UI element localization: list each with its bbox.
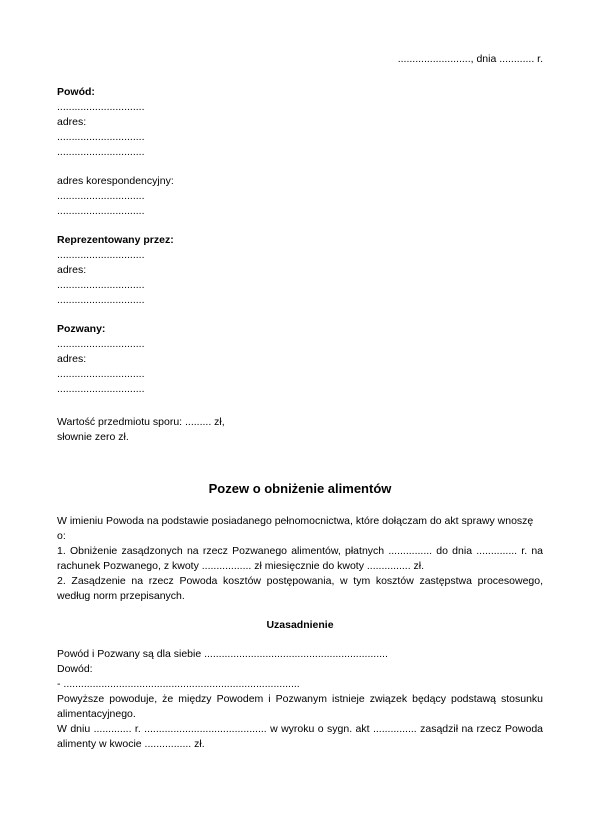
document-title: Pozew o obniżenie alimentów [208,481,392,496]
petition-section [57,514,543,604]
spacer [57,219,543,233]
dispute-value-line-2: słownie zero zł. [57,431,129,443]
date-line: ........................., dnia ............ r. [397,53,543,65]
correspondence-address-line-1: .............................. [57,190,145,202]
representative-label: Reprezentowany przez: [57,234,174,246]
representative-name-line: .............................. [57,249,145,261]
plaintiff-name-line: .............................. [57,101,145,113]
evidence-label: Dowód: [57,663,93,675]
justification-section [57,647,543,752]
representative-address-label: adres: [57,264,87,276]
defendant-name-line: .............................. [57,338,145,350]
spacer [57,445,543,480]
spacer [57,604,543,618]
representative-address-line-2: .............................. [57,294,145,306]
correspondence-address-line-2: .............................. [57,205,145,217]
dispute-value-line-1: Wartość przedmiotu sporu: ......... zł, [57,416,225,428]
representative-section [57,233,543,308]
petition-item-1: 1. Obniżenie zasądzonych na rzecz Pozwanego alimentów, płatnych ............... do dnia .............. r. na rachunek Pozwanego, z kwoty ................. zł miesięcznie do kwoty ............... zł. [57,545,543,572]
defendant-address-label: adres: [57,353,87,365]
spacer [57,67,543,85]
defendant-label: Pozwany: [57,323,106,335]
relationship-line: Powód i Pozwany są dla siebie ............................................................... [57,648,388,660]
defendant-address-line-1: .............................. [57,368,145,380]
justification-heading: Uzasadnienie [266,619,334,631]
plaintiff-address-line-2: .............................. [57,146,145,158]
defendant-address-line-2: .............................. [57,383,145,395]
petition-intro: W imieniu Powoda na podstawie posiadanego pełnomocnictwa, które dołączam do akt sprawy wnoszę o: [57,515,534,542]
spacer [57,397,543,415]
correspondence-address-label: adres korespondencyjny: [57,175,174,187]
justification-paragraph-2: W dniu ............. r. .......................................... w wyroku o sygn. akt ............... zasądził na rzecz Powoda alimenty w kwocie ................ zł. [57,723,543,750]
evidence-item-line: - ................................................................................. [57,678,300,690]
correspondence-address-section [57,174,543,219]
spacer [57,633,543,647]
plaintiff-address-line-1: .............................. [57,131,145,143]
dispute-value-section [57,415,543,445]
spacer [57,498,543,514]
defendant-section [57,322,543,397]
petition-item-2: 2. Zasądzenie na rzecz Powoda kosztów postępowania, w tym kosztów zastępstwa procesowego, według norm przepisanych. [57,575,543,602]
plaintiff-address-label: adres: [57,116,87,128]
spacer [57,160,543,174]
spacer [57,308,543,322]
plaintiff-section [57,85,543,160]
plaintiff-label: Powód: [57,86,95,98]
representative-address-line-1: .............................. [57,279,145,291]
justification-paragraph-1: Powyższe powoduje, że między Powodem i Pozwanym istnieje związek będący podstawą stosunku alimentacyjnego. [57,693,543,720]
